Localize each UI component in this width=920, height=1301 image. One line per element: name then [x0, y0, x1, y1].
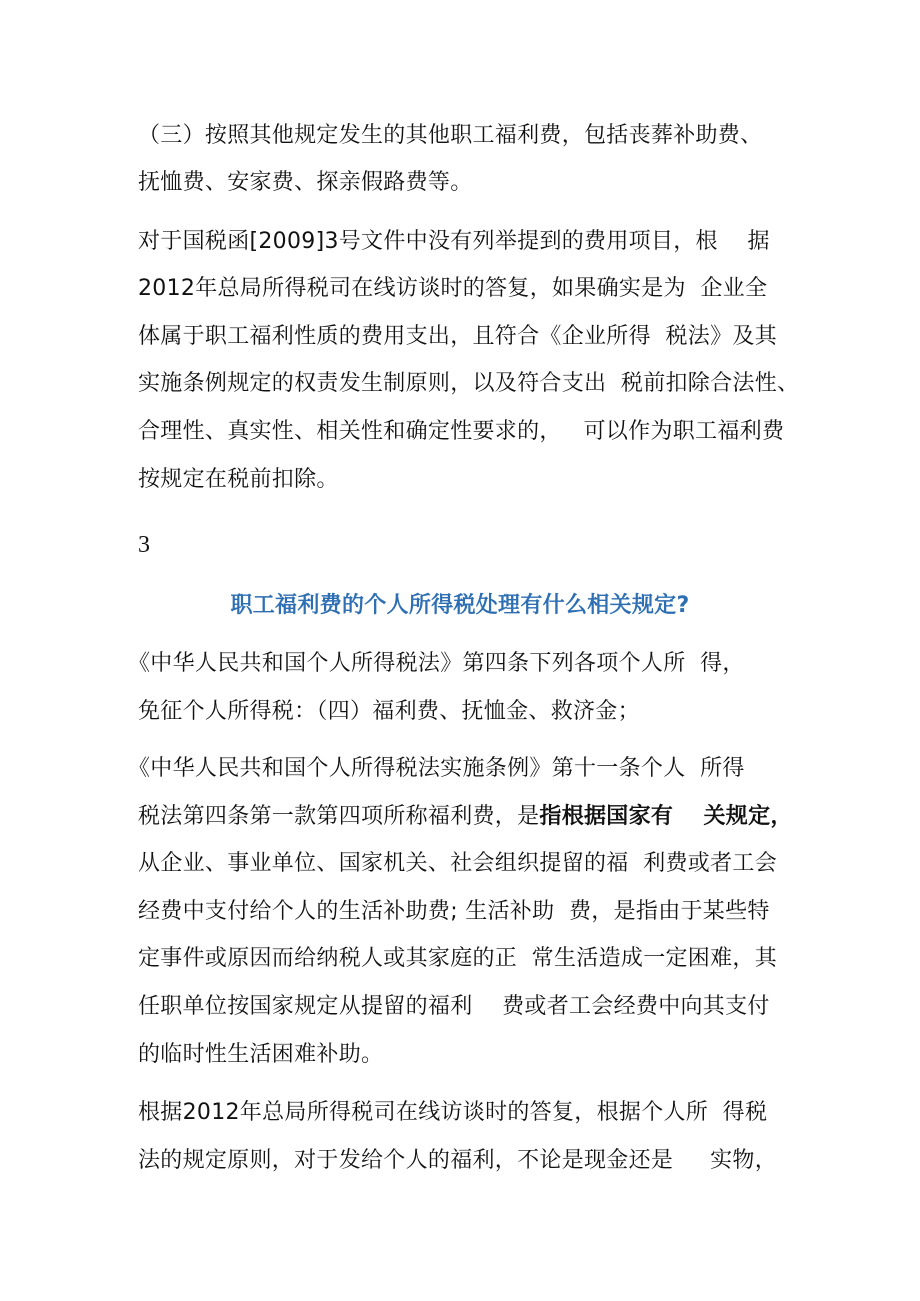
para2-line1: 对于国税函[2009]3号文件中没有列举提到的费用项目，根 据 [138, 229, 770, 254]
para3-line2: 免征个人所得税：（四）福利费、抚恤金、救济金； [138, 699, 640, 724]
para4-line5: 定事件或原因而给纳税人或其家庭的正 常生活造成一定困难，其 [138, 946, 777, 971]
para2-line5: 合理性、真实性、相关性和确定性要求的， 可以作为职工福利费 [138, 419, 785, 444]
para3-line1: 《中华人民共和国个人所得税法》第四条下列各项个人所 得， [128, 651, 745, 676]
para4-line2 [138, 802, 793, 832]
para4-line2-bold: 指根据国家有 关规定， [539, 804, 793, 829]
section-heading: 职工福利费的个人所得税处理有什么相关规定? [230, 593, 690, 618]
para1-line2: 抚恤费、安家费、探亲假路费等。 [138, 170, 473, 195]
para4-line1: 《中华人民共和国个人所得税法实施条例》第十一条个人 所得 [128, 756, 745, 781]
para4-line3: 从企业、事业单位、国家机关、社会组织提留的福 利费或者工会 [138, 851, 777, 876]
para2-line3: 体属于职工福利性质的费用支出，且符合《企业所得 税法》及其 [138, 324, 777, 349]
para4-line6: 任职单位按国家规定从提留的福利 费或者工会经费中向其支付 [138, 994, 770, 1019]
para5-line2: 法的规定原则，对于发给个人的福利，不论是现金还是 实物， [138, 1148, 777, 1173]
para2-line4: 实施条例规定的权责发生制原则，以及符合支出 税前扣除合法性、 [138, 371, 800, 396]
para5-line1: 根据2012年总局所得税司在线访谈时的答复，根据个人所 得税 [138, 1100, 768, 1125]
para2-line6: 按规定在税前扣除。 [138, 467, 339, 492]
para2-line2: 2012年总局所得税司在线访谈时的答复，如果确实是为 企业全 [138, 276, 768, 301]
para1-line1: （三）按照其他规定发生的其他职工福利费，包括丧葬补助费、 [138, 123, 763, 148]
para4-line7: 的临时性生活困难补助。 [138, 1042, 384, 1067]
para4-line4: 经费中支付给个人的生活补助费; 生活补助 费，是指由于某些特 [138, 899, 770, 924]
para4-line2-normal: 税法第四条第一款第四项所称福利费，是 [138, 804, 540, 829]
section-number: 3 [138, 532, 151, 558]
